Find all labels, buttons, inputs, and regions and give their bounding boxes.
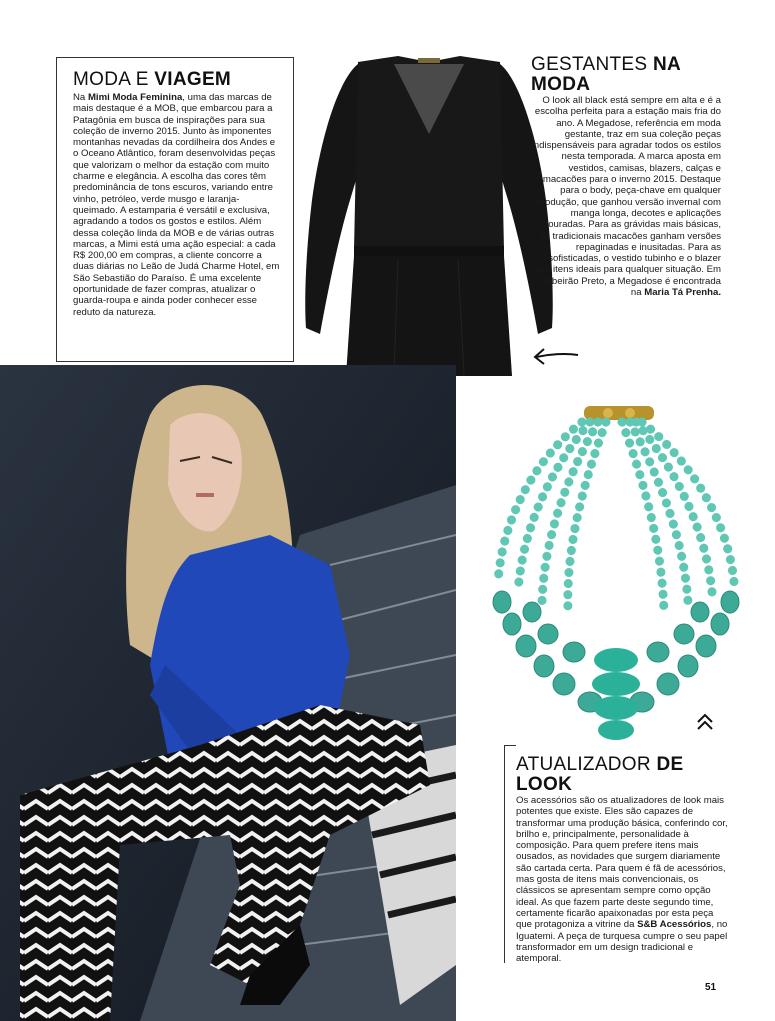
- atualizador-end: , no Iguatemi. A peça de turquesa cumpre o seu papel transformador em um design tradicional e atemporal.: [516, 919, 728, 965]
- atualizador-title-light: ATUALIZADOR: [516, 754, 657, 775]
- moda-viagem-box: [56, 57, 294, 362]
- moda-viagem-title-bold: VIAGEM: [154, 69, 232, 90]
- moda-viagem-text: [73, 92, 281, 318]
- turquoise-necklace-image: [472, 402, 762, 742]
- gestantes-store: Maria Tá Prenha.: [644, 287, 721, 299]
- atualizador-rule-top: [504, 745, 516, 746]
- atualizador-store: S&B Acessórios: [637, 919, 712, 931]
- gestantes-title-light: GESTANTES: [531, 54, 653, 75]
- moda-viagem-brand: Mimi Moda Feminina: [87, 92, 183, 103]
- gestantes-body: O look all black está sempre em alta e é a escolha perfeita para a estação mais fria do ano. A Megadose, referência em moda gestante, traz em sua coleção peças indispensáveis para agradar todos os estilos nesta temporada. A marca aposta em vestidos, camisas, blazers, calças e macacões para o inverno 2015. Destaque para o body, peça-chave em qualquer produção, que ganhou versão invernal com manga longa, decotes e aplicações douradas. Para as grávidas mais básicas, os tradicionais macacões ganham versões repaginadas e inusitadas. Para as sofisticadas, o vestido tubinho e o blazer são itens ideais para qualquer situação. Em Ribeirão Preto, a Megadose é encontrada na: [531, 95, 721, 299]
- atualizador-title-bold: DE LOOK: [516, 754, 684, 795]
- double-chevron-up-icon: [694, 710, 716, 732]
- model-photo: [0, 365, 456, 1021]
- moda-viagem-title-light: MODA E: [73, 69, 155, 90]
- page-number: 51: [705, 982, 717, 993]
- moda-viagem-title: [73, 70, 281, 90]
- moda-viagem-intro: Na: [73, 92, 88, 103]
- atualizador-text: [516, 795, 729, 964]
- atualizador-section: [516, 755, 729, 964]
- gestantes-section: [531, 55, 721, 298]
- gestantes-title-bold: NA MODA: [531, 54, 681, 95]
- gestantes-text: [531, 95, 721, 298]
- atualizador-rule-left: [504, 745, 505, 963]
- left-arrow-icon: [532, 345, 580, 367]
- moda-viagem-body: , uma das marcas de mais destaque é a MOB, que embarcou para a Patagônia em busca de inspirações para sua coleção de inverno 2015. Junto às imponentes montanhas nevadas da cordilheira dos Andes e o Oceano Atlântico, foram desenvolvidas peças que valorizam o melhor da estação com muito charme e elegância. A escolha das cores têm predominância de tons escuros, variando entre vinho, petróleo, verde musgo e laranja-queimado. A estamparia é versátil e exclusiva, agradando a todos os gostos e estilos. Além dessa coleção linda da MOB e de várias outras marcas, a Mimi está uma ação especial: a cada R$ 200,00 em compras, a cliente concorre a duas diárias no Leão de Judá Charme Hotel, em São Sebastião do Paraíso. É uma excelente oportunidade de fazer compras, atualizar o guarda-roupa e ainda poder conhecer esse reduto da natureza.: [73, 92, 280, 318]
- atualizador-body: Os acessórios são os atualizadores de look mais potentes que existe. Eles são capazes de transformar uma produção básica, conferindo cor, brilho e, principalmente, personalidade à composição. Para quem prefere itens mais ousados, as novidades que surgem diariamente são cartada certa. Para quem é fã de acessórios, mas gosta de itens mais convencionais, os clássicos se apresentam sempre como opção ideal. As que fazem parte deste segundo time, certamente ficarão apaixonadas por esta peça que protagoniza a vitrine da: [516, 795, 728, 931]
- atualizador-title: [516, 755, 729, 795]
- gestantes-title: [531, 55, 721, 95]
- black-dress-image: [298, 50, 560, 380]
- model-photo-art: [0, 365, 456, 1021]
